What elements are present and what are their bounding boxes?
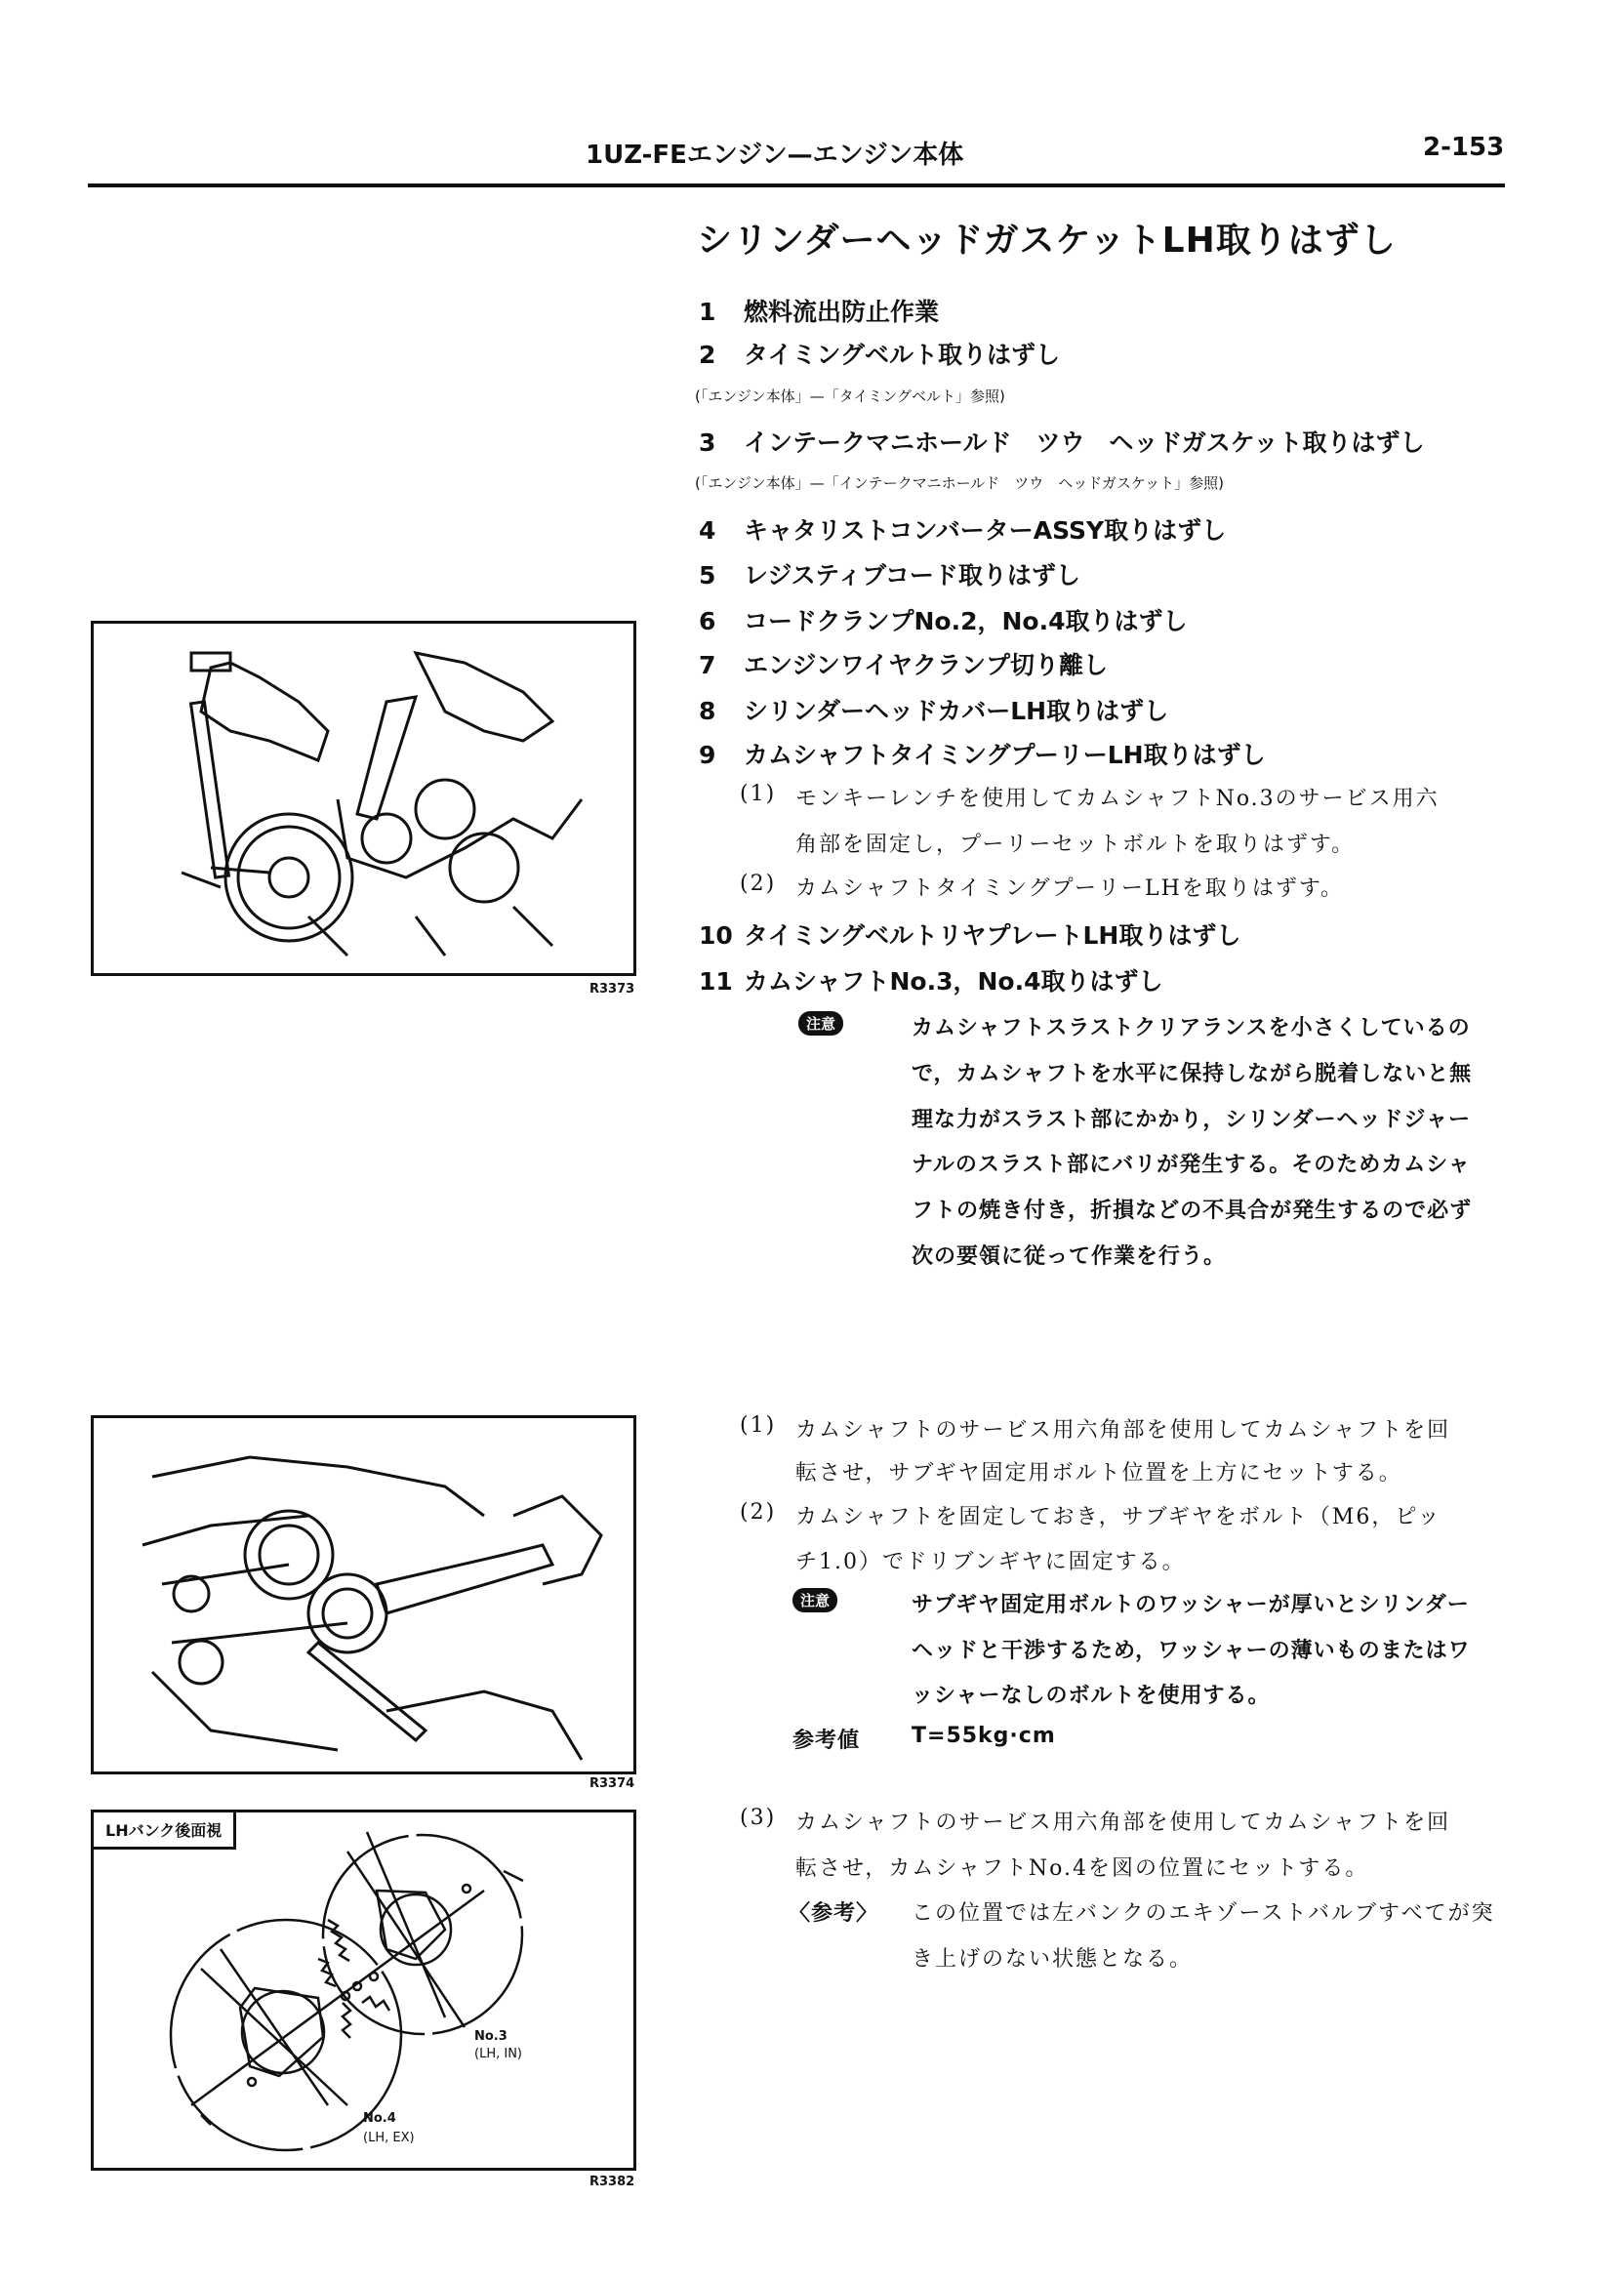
- engine-illustration-2: [94, 1418, 633, 1771]
- figure-wrench-pulley: [91, 621, 636, 976]
- engine-illustration-1: [94, 624, 633, 973]
- camshaft-no3-label: No.3: [474, 2029, 508, 2044]
- step-text: タイミングベルト取りはずし: [744, 341, 1061, 369]
- step-text: カムシャフトNo.3，No.4取りはずし: [744, 967, 1163, 996]
- step-4: [699, 511, 1226, 547]
- procedure-1-line: 転させ，サブギヤ固定用ボルト位置を上方にセットする。: [795, 1461, 1402, 1486]
- step-number: 2: [699, 341, 716, 369]
- caution-line: で，カムシャフトを水平に保持しながら脱着しないと無: [912, 1062, 1473, 1086]
- step-9-sub-1-line-2: 角部を固定し，プーリーセットボルトを取りはずす。: [795, 833, 1356, 857]
- page-title: シリンダーヘッドガスケットLH取りはずし: [697, 221, 1397, 261]
- procedure-2-line: カムシャフトを固定しておき，サブギヤをボルト（M6，ピッ: [795, 1505, 1441, 1529]
- header-rule: [88, 183, 1505, 187]
- step-9-sub-2-line-1: カムシャフトタイミングプーリーLHを取りはずす。: [795, 876, 1345, 901]
- step-number: 5: [699, 561, 716, 590]
- figure-code: R3373: [589, 982, 635, 997]
- figure-lh-bank-rear-view: [91, 1810, 636, 2171]
- caution-line: 理な力がスラスト部にかかり，シリンダーヘッドジャー: [912, 1108, 1472, 1132]
- step-9-sub-2-number: (2): [740, 872, 777, 896]
- caution-badge-label: 注意: [792, 1588, 837, 1612]
- page-number: 2-153: [1423, 133, 1505, 162]
- step-text: インテークマニホールド ツウ ヘッドガスケット取りはずし: [744, 428, 1425, 457]
- step-2-reference: (「エンジン本体」—「タイミングベルト」参照): [695, 387, 1005, 405]
- step-2: [699, 336, 1060, 371]
- step-number: 6: [699, 607, 716, 635]
- step-text: コードクランプNo.2，No.4取りはずし: [744, 607, 1188, 635]
- step-11: [699, 962, 1162, 998]
- procedure-2-number: (2): [740, 1500, 777, 1525]
- camshaft-no4-sublabel: (LH, EX): [363, 2131, 415, 2145]
- step-text: エンジンワイヤクランプ切り離し: [744, 651, 1109, 679]
- step-1: [699, 293, 939, 328]
- procedure-3-number: (3): [740, 1806, 777, 1830]
- step-text: カムシャフトタイミングプーリーLH取りはずし: [744, 741, 1266, 769]
- step-text: シリンダーヘッドカバーLH取りはずし: [744, 697, 1169, 725]
- step-9: [699, 736, 1266, 771]
- section-header: 1UZ-FEエンジン—エンジン本体: [586, 141, 964, 170]
- step-9-sub-1-number: (1): [740, 782, 777, 806]
- step-9-sub-1-line-1: モンキーレンチを使用してカムシャフトNo.3のサービス用六: [795, 787, 1440, 811]
- step-8: [699, 692, 1168, 727]
- reference-value: T=55kg·cm: [912, 1724, 1056, 1748]
- step-5: [699, 556, 1080, 591]
- procedure-2-line: チ1.0）でドリブンギヤに固定する。: [795, 1550, 1186, 1574]
- step-number: 8: [699, 697, 716, 725]
- step-number: 3: [699, 428, 716, 457]
- step-number: 11: [699, 967, 733, 996]
- figure-subgear-bolt: [91, 1415, 636, 1774]
- procedure-3-line: カムシャフトのサービス用六角部を使用してカムシャフトを回: [795, 1811, 1451, 1835]
- step-3-reference: (「エンジン本体」—「インテークマニホールド ツウ ヘッドガスケット」参照): [695, 474, 1224, 492]
- step-text: レジスティブコード取りはずし: [744, 561, 1080, 590]
- step-number: 1: [699, 298, 716, 326]
- caution-line: フトの焼き付き，折損などの不具合が発生するので必ず: [912, 1199, 1473, 1223]
- caution-badge: [798, 1011, 843, 1036]
- caution-line: カムシャフトスラストクリアランスを小さくしているの: [912, 1016, 1471, 1040]
- step-text: 燃料流出防止作業: [744, 298, 940, 326]
- figure-code: R3374: [589, 1776, 635, 1791]
- camshaft-no3-sublabel: (LH, IN): [474, 2047, 522, 2061]
- procedure-1-number: (1): [740, 1413, 777, 1438]
- step-10: [699, 916, 1240, 952]
- step-number: 7: [699, 651, 716, 679]
- procedure-1-line: カムシャフトのサービス用六角部を使用してカムシャフトを回: [795, 1418, 1451, 1443]
- step-text: キャタリストコンバーターASSY取りはずし: [744, 516, 1227, 545]
- note-line: き上げのない状態となる。: [912, 1947, 1194, 1972]
- note-label: 〈参考〉: [789, 1901, 879, 1926]
- caution-badge-label: 注意: [798, 1011, 843, 1036]
- caution-line: ナルのスラスト部にバリが発生する。そのためカムシャ: [912, 1153, 1471, 1177]
- caution-line: ヘッドと干渉するため，ワッシャーの薄いものまたはワ: [912, 1639, 1471, 1663]
- caution-line: サブギヤ固定用ボルトのワッシャーが厚いとシリンダー: [912, 1593, 1470, 1617]
- figure-code: R3382: [589, 2175, 635, 2189]
- caution-line: ッシャーなしのボルトを使用する。: [912, 1684, 1271, 1708]
- step-6: [699, 602, 1187, 637]
- step-number: 9: [699, 741, 716, 769]
- camshaft-no4-label: No.4: [363, 2111, 396, 2126]
- step-text: タイミングベルトリヤプレートLH取りはずし: [744, 921, 1241, 950]
- step-number: 4: [699, 516, 716, 545]
- step-3: [699, 424, 1425, 459]
- reference-value-label: 参考値: [792, 1729, 861, 1753]
- step-number: 10: [699, 921, 733, 950]
- caution-line: 次の要領に従って作業を行う。: [912, 1244, 1227, 1269]
- caution-badge: [792, 1588, 837, 1612]
- note-line: この位置では左バンクのエキゾーストバルブすべてが突: [912, 1901, 1495, 1926]
- step-7: [699, 646, 1108, 681]
- procedure-3-line: 転させ，カムシャフトNo.4を図の位置にセットする。: [795, 1856, 1369, 1881]
- figure-title: LHバンク後面視: [91, 1810, 236, 1850]
